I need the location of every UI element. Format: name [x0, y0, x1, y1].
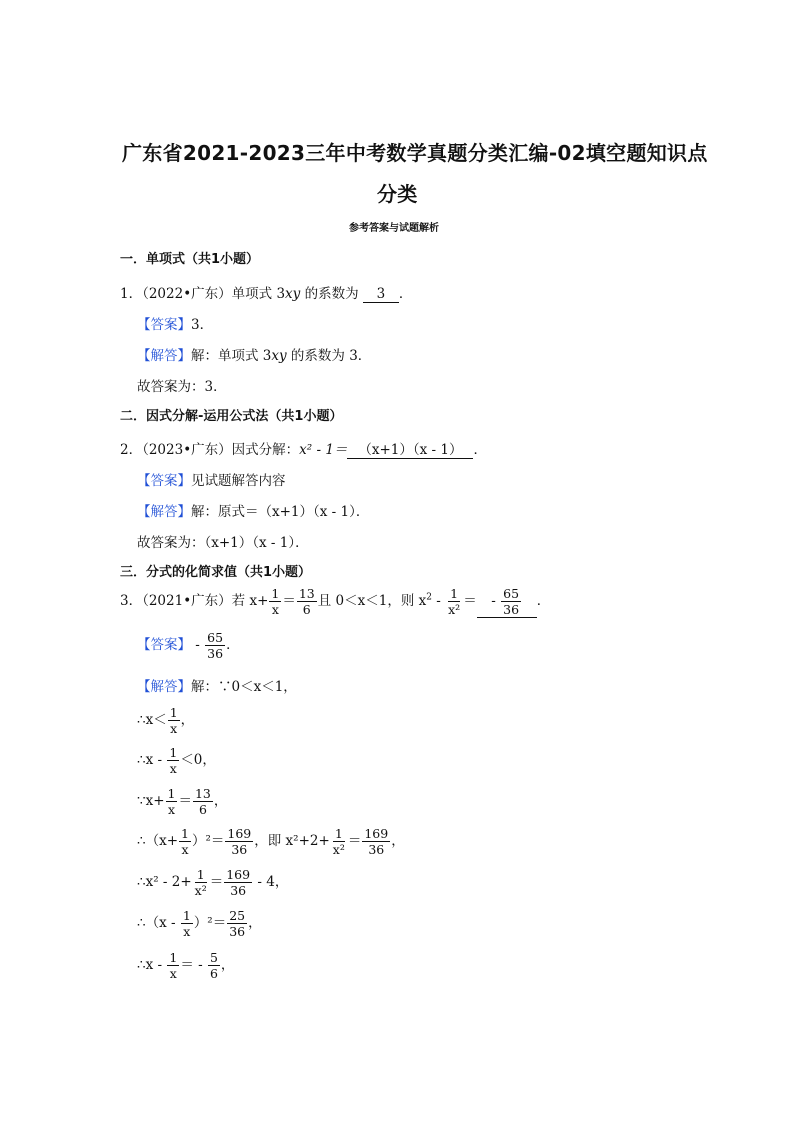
q1-solution-a: 解：单项式 3 [191, 348, 272, 364]
q3-step-4: ∴（x+ $\frac{1}{x}$ ）²＝ $\frac{169}{36}$ ，即 x²+2+ $\frac{1}{\text{x²}}$ ＝ $\frac{169}{36}$ ， [137, 826, 405, 857]
q3-minus: - [431, 593, 446, 609]
page-title-line2: 分类 [377, 182, 418, 206]
q3-step-2: ∴x - $\frac{1}{x}$ ＜0， [137, 745, 216, 776]
q2-prefix: 2．（2023•广东）因式分解： [120, 442, 300, 458]
q1-solution-b: 的系数为 3． [286, 348, 372, 364]
section-heading-3: 三．分式的化简求值（共1小题） [120, 565, 312, 580]
q3-step-6: ∴（x - $\frac{1}{x}$ ）²＝ $\frac{25}{36}$ ， [137, 908, 262, 939]
q3-eq2: ＝ [463, 593, 477, 609]
q3-solution-line [137, 675, 297, 695]
q3-answer-frac: $\frac{65}{36}$ [207, 630, 224, 661]
q3-sq: 2 [426, 592, 432, 603]
q3-step-5: ∴x² - 2+ $\frac{1}{\text{x²}}$ ＝ $\frac{169}{36}$ - 4， [137, 867, 289, 898]
q1-end: ． [398, 286, 413, 302]
q3-cond: 且 0＜x＜1，则 x [317, 593, 427, 609]
q2-solution-tag: 【解答】 [137, 504, 191, 520]
q1-blank: 3 [363, 286, 399, 303]
q1-suffix: 的系数为 [300, 286, 359, 302]
question-2 [120, 438, 487, 459]
q2-solution-line [137, 500, 369, 520]
question-1 [120, 282, 412, 303]
q2-end: ． [473, 442, 487, 458]
q3-answer-line [137, 630, 240, 661]
q1-solution-var: xy [271, 348, 287, 364]
page-title-line1: 广东省2021-2023三年中考数学真题分类汇编-02填空题知识点 [122, 141, 708, 165]
q3-answer-tag: 【答案】 [137, 637, 191, 653]
question-3 [120, 586, 550, 618]
q3-step-3: ∵x+ $\frac{1}{x}$ ＝ $\frac{13}{6}$ ， [137, 786, 228, 817]
q2-expr: x² - 1＝ [299, 442, 348, 458]
q3-step-7: ∴x - $\frac{1}{x}$ ＝ - $\frac{5}{6}$ ， [137, 950, 235, 981]
section-heading-1: 一．单项式（共1小题） [120, 252, 260, 267]
q3-blank: - $\frac{65}{36}$ [477, 586, 537, 618]
q1-answer-line [137, 313, 213, 333]
q1-solution-tag: 【解答】 [137, 348, 191, 364]
q3-end: ． [536, 593, 551, 609]
q2-solution: 解：原式＝（x+1）（x - 1）． [191, 504, 370, 520]
q2-blank: （x+1）（x - 1） [347, 438, 473, 459]
q3-answer-end: ． [226, 637, 240, 653]
q2-answer-tag: 【答案】 [137, 473, 191, 489]
q3-frac-1-over-x: $\frac{1}{x}$ [271, 586, 280, 617]
q2-answer: 见试题解答内容 [191, 473, 286, 489]
q3-step-1: ∴x＜ $\frac{1}{x}$ ， [137, 705, 195, 736]
q2-final: 故答案为：（x+1）（x - 1）． [137, 535, 309, 551]
q3-prefix: 3．（2021•广东）若 x+ [120, 593, 269, 609]
q1-answer: 3． [191, 317, 214, 333]
q3-answer-sign: - [191, 637, 205, 653]
q3-frac-13-over-6: $\frac{13}{6}$ [298, 586, 315, 617]
section-heading-2: 二．因式分解-运用公式法（共1小题） [120, 409, 343, 424]
q3-frac-1-over-x2: $\frac{1}{\text{x²}}$ [448, 586, 461, 617]
q3-solution-tag: 【解答】 [137, 679, 191, 695]
q1-solution-line [137, 344, 371, 364]
q2-answer-line [137, 469, 286, 489]
q1-answer-tag: 【答案】 [137, 317, 191, 333]
q3-solution-first: 解：∵0＜x＜1， [191, 679, 297, 695]
page-subtitle: 参考答案与试题解析 [349, 223, 439, 234]
q3-eq: ＝ [282, 593, 296, 609]
q1-prefix: 1．（2022•广东）单项式 3 [120, 286, 286, 302]
q1-final: 故答案为：3． [137, 379, 227, 395]
q1-var: xy [285, 286, 301, 302]
